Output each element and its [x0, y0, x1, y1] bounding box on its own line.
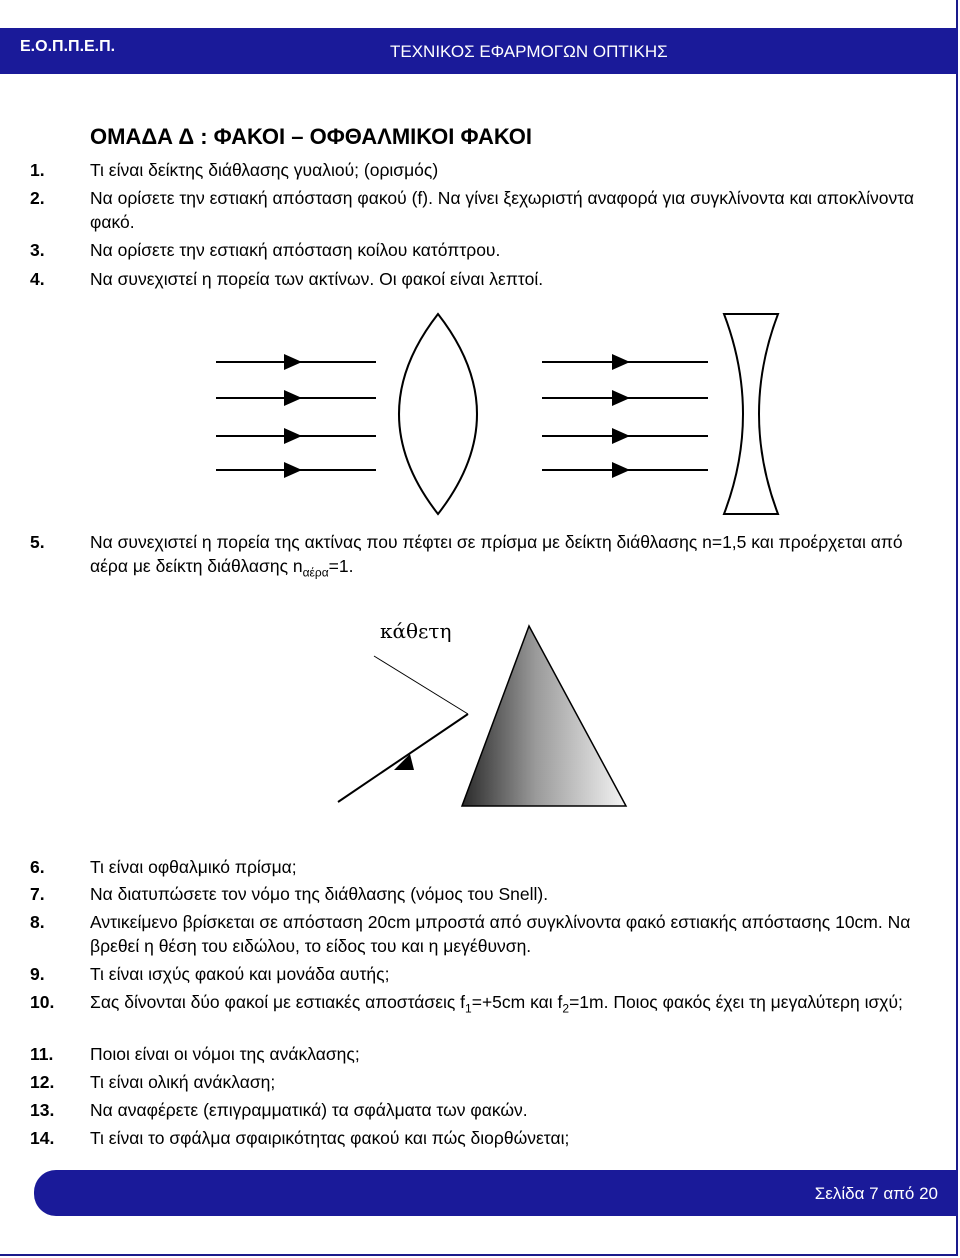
question-number: 6. — [30, 857, 45, 877]
question-text-part: =+5cm και f — [471, 992, 563, 1012]
arrow-head — [612, 428, 630, 444]
header-subject: ΤΕΧΝΙΚΟΣ ΕΦΑΡΜΟΓΩΝ ΟΠΤΙΚΗΣ — [390, 42, 668, 61]
arrow-head — [612, 390, 630, 406]
arrow-head — [612, 462, 630, 478]
question-text: Να ορίσετε την εστιακή απόσταση κοίλου κατόπτρου. — [90, 240, 501, 260]
header-org: Ε.Ο.Π.Π.Ε.Π. — [20, 38, 116, 55]
question-text: Να αναφέρετε (επιγραμματικά) τα σφάλματα των φακών. — [90, 1100, 528, 1120]
normal-label: κάθετη — [380, 619, 452, 643]
incident-rays-right — [542, 362, 708, 470]
normal-line — [374, 656, 468, 714]
question-number: 14. — [30, 1128, 55, 1148]
prism-diagram — [334, 608, 634, 814]
question-number: 3. — [30, 240, 45, 260]
subscript: 2 — [562, 1001, 570, 1016]
question-text: Τι είναι το σφάλμα σφαιρικότητας φακού και πώς διορθώνεται; — [90, 1128, 570, 1148]
ray-arrows-right — [612, 354, 630, 478]
question-text-part: Να συνεχιστεί η πορεία της ακτίνας που πέφτει σε πρίσμα με δείκτη διάθλασης n=1,5 και προέρχεται από αέρα με δείκτη διάθλασης n — [90, 532, 903, 576]
question-number: 12. — [30, 1072, 55, 1092]
question-number: 1. — [30, 160, 45, 180]
question-text: Τι είναι ολική ανάκλαση; — [90, 1072, 276, 1092]
question-text — [90, 530, 920, 585]
question-text: Να διατυπώσετε τον νόμο της διάθλασης (νόμος του Snell). — [90, 884, 549, 904]
question-text-part: Σας δίνονται δύο φακοί με εστιακές αποστάσεις f — [90, 992, 466, 1012]
question-text: Τι είναι δείκτης διάθλασης γυαλιού; (ορισμός) — [90, 160, 439, 180]
incident-ray — [338, 714, 468, 802]
page-number: Σελίδα 7 από 20 — [814, 1184, 938, 1203]
question-text-part: =1m. Ποιος φακός έχει τη μεγαλύτερη ισχύ; — [569, 992, 903, 1012]
question-text: Ποιοι είναι οι νόμοι της ανάκλασης; — [90, 1044, 360, 1064]
question-number: 7. — [30, 884, 45, 904]
incident-rays-left — [216, 362, 376, 470]
question-number: 10. — [30, 992, 55, 1012]
arrow-head — [284, 354, 302, 370]
arrow-head — [284, 462, 302, 478]
diverging-lens — [724, 314, 778, 514]
question-text: Τι είναι ισχύς φακού και μονάδα αυτής; — [90, 964, 390, 984]
question-number: 4. — [30, 269, 45, 289]
arrow-head — [284, 428, 302, 444]
question-text-part: =1. — [328, 556, 354, 576]
question-number: 8. — [30, 912, 45, 932]
arrow-head — [284, 390, 302, 406]
question-text: Να ορίσετε την εστιακή απόσταση φακού (f). Να γίνει ξεχωριστή αναφορά για συγκλίνοντα και αποκλίνοντα φακό. — [90, 188, 915, 232]
question-number: 2. — [30, 188, 45, 208]
question-text: Αντικείμενο βρίσκεται σε απόσταση 20cm μπροστά από συγκλίνοντα φακό εστιακής απόστασης 10cm. Να βρεθεί η θέση του ειδώλου, το είδος του και η μεγέθυνση. — [90, 912, 911, 956]
converging-lens — [399, 314, 477, 514]
footer-bar — [34, 1170, 958, 1216]
question-text — [90, 990, 920, 1021]
question-text: Τι είναι οφθαλμικό πρίσμα; — [90, 857, 297, 877]
subscript: 1 — [465, 1001, 472, 1016]
question-number: 13. — [30, 1100, 55, 1120]
arrow-head — [612, 354, 630, 370]
lens-ray-diagram — [200, 308, 820, 520]
question-text: Να συνεχιστεί η πορεία των ακτίνων. Οι φακοί είναι λεπτοί. — [90, 269, 544, 289]
question-number: 5. — [30, 532, 45, 552]
section-title: ΟΜΑΔΑ Δ : ΦΑΚΟΙ – ΟΦΘΑΛΜΙΚΟΙ ΦΑΚΟΙ — [90, 124, 532, 149]
subscript-air: αέρα — [302, 565, 329, 580]
prism-shape — [462, 626, 626, 806]
ray-arrows-left — [284, 354, 302, 478]
header-bar — [0, 28, 958, 74]
question-number: 9. — [30, 964, 45, 984]
question-number: 11. — [30, 1044, 54, 1064]
